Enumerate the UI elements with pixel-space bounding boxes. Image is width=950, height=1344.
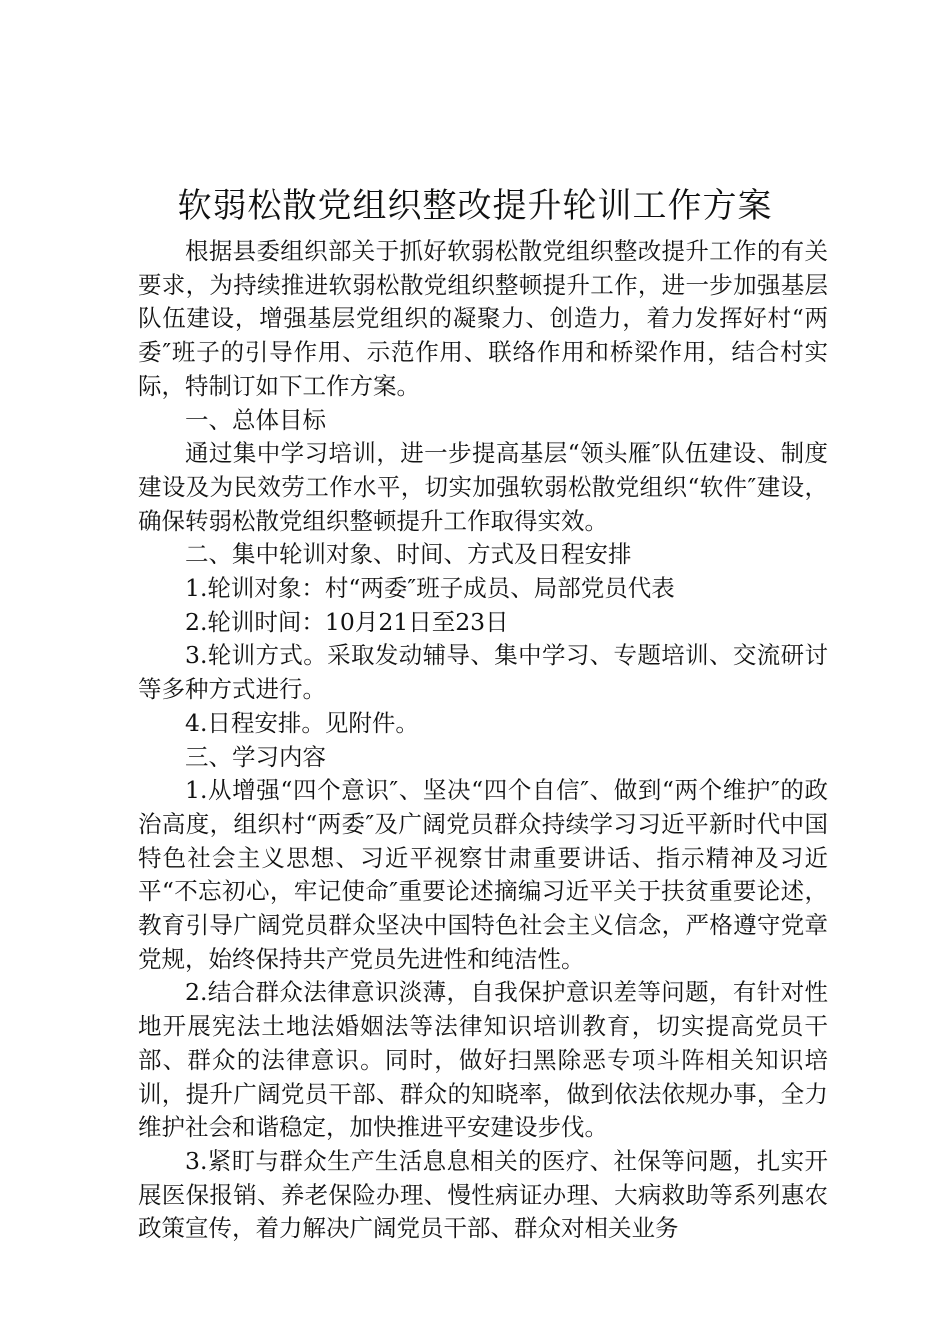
training-target-item: 1.轮训对象：村“两委″班子成员、局部党员代表 (185, 574, 675, 603)
intro-paragraph: 根据县委组织部关于抓好软弱松散党组织整改提升工作的有关要求，为持续推进软弱松散党组织整顿提升工作，进一步加强基层队伍建设，增强基层党组织的凝聚力、创造力，着力发挥好村“两委″班子的引导作用、示范作用、联络作用和桥梁作用，结合村实际，特制订如下工作方案。 (138, 237, 828, 400)
schedule-item: 4.日程安排。见附件。 (185, 708, 419, 737)
section-heading-overall-goal: 一、总体目标 (185, 405, 326, 434)
document-title: 软弱松散党组织整改提升轮训工作方案 (177, 186, 773, 226)
section-heading-study-content: 三、学习内容 (185, 742, 326, 771)
study-content-item-3: 3.紧盯与群众生产生活息息相关的医疗、社保等问题，扎实开展医保报销、养老保险办理、慢性病证办理、大病救助等系列惠农政策宣传，着力解决广阔党员干部、群众对相关业务 (138, 1146, 828, 1243)
study-content-item-2: 2.结合群众法律意识淡薄，自我保护意识差等问题，有针对性地开展宪法土地法婚姻法等法律知识培训教育，切实提高党员干部、群众的法律意识。同时，做好扫黑除恶专项斗阵相关知识培训，提升广阔党员干部、群众的知晓率，做到依法依规办事，全力维护社会和谐稳定，加快推进平安建设步伐。 (138, 978, 828, 1142)
document-body (138, 235, 828, 1246)
section-heading-training-arrangement: 二、集中轮训对象、时间、方式及日程安排 (185, 540, 632, 569)
overall-goal-paragraph: 通过集中学习培训，进一步提高基层“领头雁″队伍建设、制度建设及为民效劳工作水平，切实加强软弱松散党组织“软件″建设，确保转弱松散党组织整顿提升工作取得实效。 (138, 439, 828, 535)
study-content-item-1: 1.从增强“四个意识″、坚决“四个自信″、做到“两个维护″的政治高度，组织村“两委″及广阔党员群众持续学习习近平新时代中国特色社会主义思想、习近平视察甘肃重要讲话、指示精神及习近平“不忘初心，牢记使命″重要论述摘编习近平关于扶贫重要论述，教育引导广阔党员群众坚决中国特色社会主义信念，严格遵守党章党规，始终保持共产党员先进性和纯洁性。 (138, 776, 828, 973)
training-time-item: 2.轮训时间：10月21日至23日 (185, 607, 509, 636)
training-method-item: 3.轮训方式。采取发动辅导、集中学习、专题培训、交流研讨等多种方式进行。 (138, 641, 828, 704)
